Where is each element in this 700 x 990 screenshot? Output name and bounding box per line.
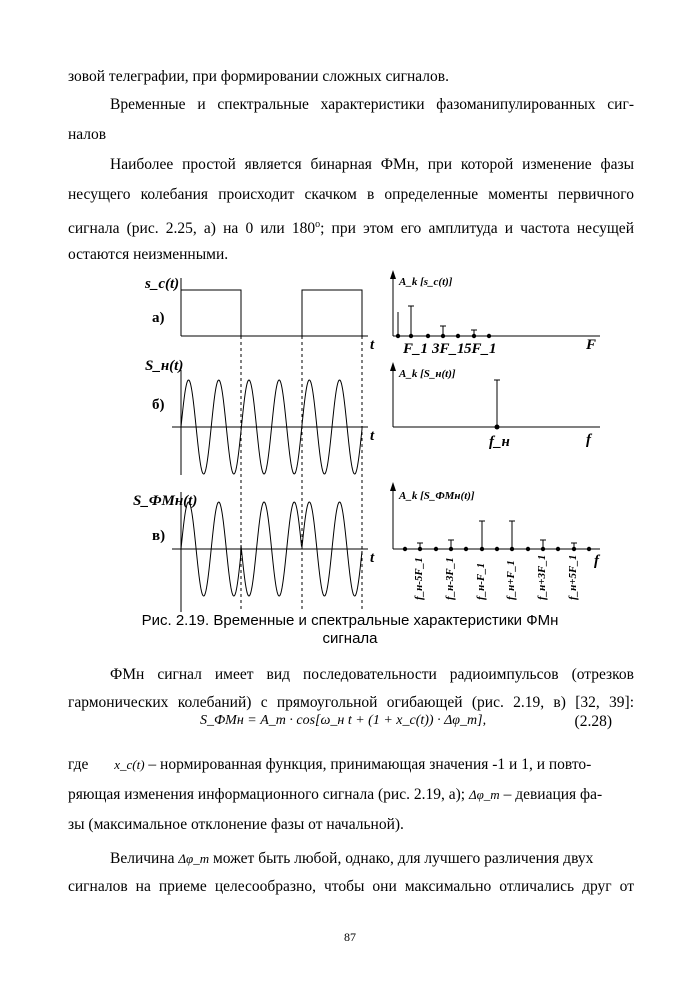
heading-line-2: налов <box>68 126 107 143</box>
para2-line-2: гармонических колебаний) с прямоугольной огибающей (рис. 2.19, в) [32, 39]: <box>68 694 634 711</box>
panel-b-spectrum-label: A_k [S_н(t)] <box>399 368 456 380</box>
panel-c-tick-4: f_н+F_1 <box>505 560 517 600</box>
panel-a-signal <box>181 290 362 336</box>
degree-sup: o <box>315 219 321 230</box>
panel-a-tick-2: 3F_1 <box>432 341 465 357</box>
para3-a: Величина <box>110 850 175 867</box>
panel-c-tick-6: f_н+5F_1 <box>567 554 579 600</box>
para1-line-2: несущего колебания происходит скачком в определенные моменты первичного <box>68 186 634 203</box>
panel-a-tick-3: 5F_1 <box>464 341 497 357</box>
para3-line-1 <box>68 844 634 874</box>
figure-caption-line-1: Рис. 2.19. Временные и спектральные характеристики ФМн <box>141 612 559 629</box>
panel-c-ylabel: S_ФМн(t) <box>133 493 198 509</box>
para1-line-3b: ; при этом его амплитуда и частота несущей <box>320 220 634 238</box>
para1-line-3a: сигнала (рис. 2.25, а) на 0 или 180 <box>68 220 316 238</box>
figure-caption-line-2: сигнала <box>322 630 378 647</box>
panel-a-ylabel: s_c(t) <box>145 276 180 292</box>
para3-delta: Δφ_m <box>178 851 210 866</box>
panel-c-tick-1: f_н-5F_1 <box>413 557 425 600</box>
phase-switch-markers <box>241 336 362 612</box>
para1-line-1: Наиболее простой является бинарная ФМн, при которой изменение фазы <box>110 156 634 173</box>
para1-line-4: остаются неизменными. <box>68 246 229 263</box>
panel-a-time-axis: t <box>370 337 375 353</box>
equation-number: (2.28) <box>574 713 612 730</box>
panel-b-freq-axis: f <box>586 432 591 448</box>
panel-b-time-axis: t <box>370 428 375 444</box>
where-line-1-text: – нормированная функция, принимающая значения -1 и 1, и повто- <box>148 756 592 773</box>
para2-line-1: ФМн сигнал имеет вид последовательности радиоимпульсов (отрезков <box>110 666 634 683</box>
equation-2-28: S_ФМн = A_m · cos[ω_н t + (1 + x_c(t)) · Δφ_m], <box>200 713 487 728</box>
panel-b-letter: б) <box>152 397 165 413</box>
panel-c-spectral-lines <box>417 521 577 549</box>
panel-a-letter: а) <box>152 310 165 326</box>
panel-c-time-axis: t <box>370 550 375 566</box>
heading-line-1: Временные и спектральные характеристики фазоманипулированных сиг- <box>110 96 634 113</box>
text-line-top: зовой телеграфии, при формировании сложных сигналов. <box>68 68 449 85</box>
where-line-2 <box>68 780 634 810</box>
panel-a-tick-1: F_1 <box>403 341 429 357</box>
panel-c-tick-5: f_н+3F_1 <box>536 554 548 600</box>
where-word: где <box>68 756 89 773</box>
panel-c-freq-axis: f <box>594 553 599 569</box>
panel-c-tick-3: f_н-F_1 <box>475 562 487 600</box>
panel-a-freq-axis: F <box>586 337 597 353</box>
where-symbol: x_c(t) <box>114 757 145 772</box>
page-number: 87 <box>344 930 356 944</box>
panel-c-letter: в) <box>152 528 166 544</box>
panel-a-spectral-lines <box>398 306 477 336</box>
where-line-1 <box>68 750 634 780</box>
panel-c-spectrum-label: A_k [S_ФМн(t)] <box>399 490 475 502</box>
where-line-3: зы (максимальное отклонение фазы от начальной). <box>68 816 404 833</box>
panel-a-spectrum-label: A_k [s_c(t)] <box>399 276 453 288</box>
panel-b-ylabel: S_н(t) <box>145 358 184 374</box>
where-delta: Δφ_m <box>468 787 500 802</box>
para3-b: может быть любой, однако, для лучшего различения двух <box>212 850 594 867</box>
where-line-2b: – девиация фа- <box>503 786 603 803</box>
panel-b-tick-1: f_н <box>489 434 510 450</box>
where-line-2a: ряющая изменения информационного сигнала (рис. 2.19, а); <box>68 786 466 803</box>
panel-c-tick-2: f_н-3F_1 <box>444 557 456 600</box>
para3-line-2: сигналов на приеме целесообразно, чтобы они максимально отличались друг от <box>68 878 634 895</box>
